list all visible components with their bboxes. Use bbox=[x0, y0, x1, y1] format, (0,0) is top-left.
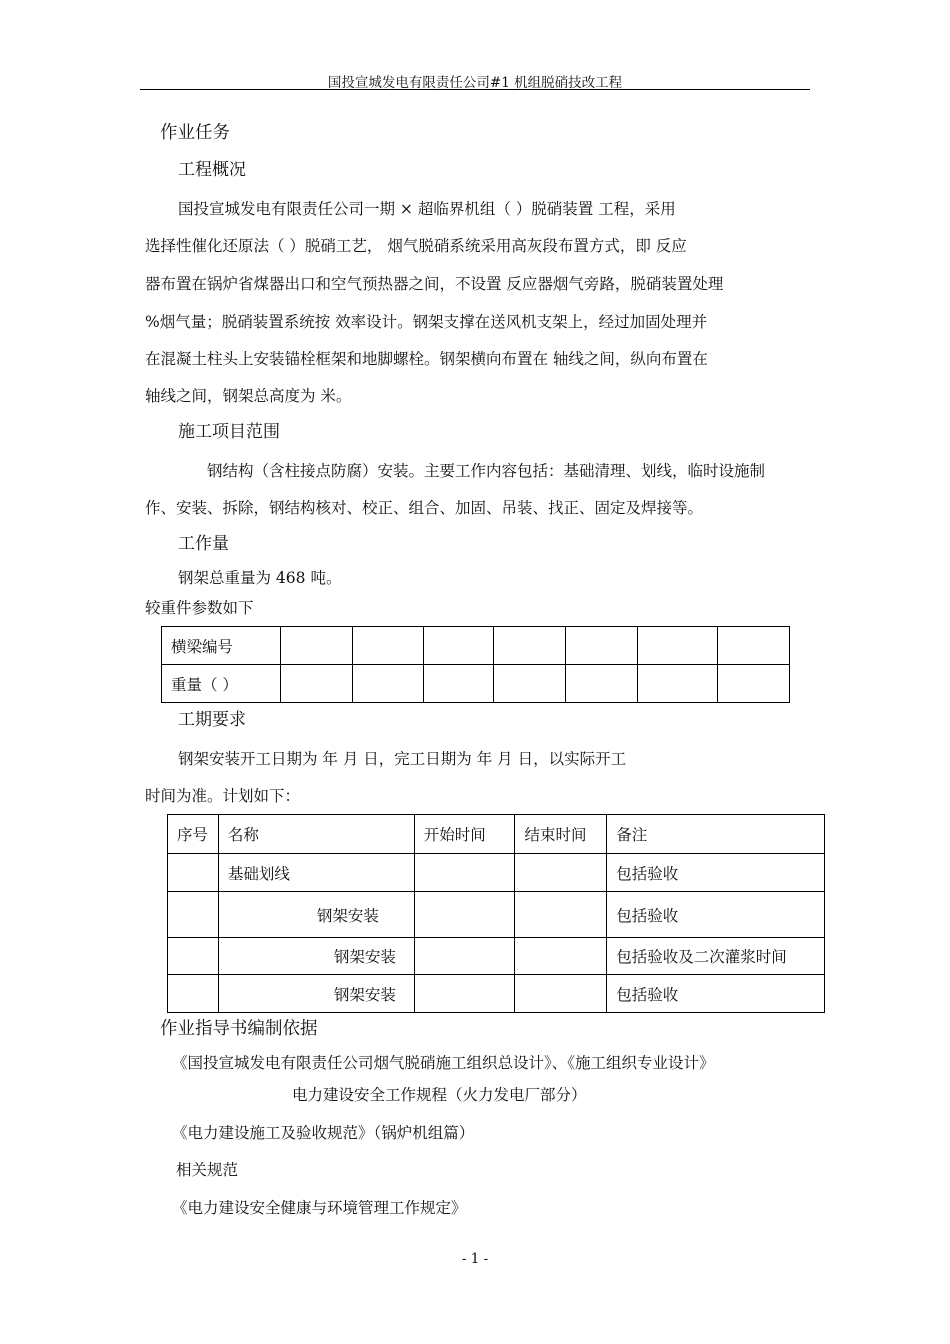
params-cell bbox=[638, 627, 718, 665]
params-cell bbox=[638, 665, 718, 703]
params-cell bbox=[352, 665, 423, 703]
task-note: 包括验收 bbox=[607, 854, 825, 892]
col-header-note: 备注 bbox=[607, 815, 825, 854]
params-cell bbox=[494, 665, 566, 703]
overview-line-5: 在混凝土柱头上安装锚栓框架和地脚螺栓。钢架横向布置在 轴线之间，纵向布置在 bbox=[145, 350, 708, 368]
overview-line-2: 选择性催化还原法（ ）脱硝工艺， 烟气脱硝系统采用高灰段布置方式，即 反应 bbox=[145, 237, 687, 255]
basis-title: 作业指导书编制依据 bbox=[160, 1019, 318, 1039]
overview-line-3: 器布置在锅炉省煤器出口和空气预热器之间，不设置 反应器烟气旁路，脱硝装置处理 bbox=[145, 275, 724, 293]
params-cell bbox=[352, 627, 423, 665]
schedule-header-row bbox=[168, 815, 825, 854]
schedule-title: 工期要求 bbox=[178, 710, 246, 730]
scope-line-1: 钢结构（含柱接点防腐）安装。主要工作内容包括：基础清理、划线，临时设施制 bbox=[207, 462, 766, 480]
params-cell bbox=[280, 665, 352, 703]
workload-text: 钢架总重量为 468 吨。 bbox=[178, 569, 342, 587]
basis-item-1: 《国投宣城发电有限责任公司烟气脱硝施工组织总设计》、《施工组织专业设计》 bbox=[172, 1054, 715, 1072]
params-title: 较重件参数如下 bbox=[145, 599, 254, 617]
col-header-name: 名称 bbox=[218, 815, 414, 854]
col-header-start: 开始时间 bbox=[414, 815, 515, 854]
params-label-beam-id: 横梁编号 bbox=[162, 627, 281, 665]
overview-title: 工程概况 bbox=[178, 160, 246, 180]
params-cell bbox=[718, 627, 790, 665]
schedule-line-2: 时间为准。计划如下： bbox=[145, 787, 301, 805]
basis-item-4: 相关规范 bbox=[176, 1161, 239, 1179]
params-cell bbox=[280, 627, 352, 665]
task-name: 钢架安装 bbox=[218, 975, 414, 1013]
scope-line-2: 作、安装、拆除，钢结构核对、校正、组合、加固、吊装、找正、固定及焊接等。 bbox=[145, 499, 704, 517]
table-row bbox=[168, 854, 825, 892]
basis-item-5: 《电力建设安全健康与环境管理工作规定》 bbox=[172, 1199, 467, 1217]
table-row bbox=[168, 892, 825, 938]
params-table bbox=[161, 626, 790, 703]
table-row bbox=[168, 938, 825, 975]
params-cell bbox=[718, 665, 790, 703]
col-header-index: 序号 bbox=[168, 815, 219, 854]
schedule-table bbox=[167, 814, 825, 1013]
params-cell bbox=[423, 665, 494, 703]
task-note: 包括验收及二次灌浆时间 bbox=[607, 938, 825, 975]
task-name: 钢架安装 bbox=[218, 892, 414, 938]
col-header-end: 结束时间 bbox=[515, 815, 607, 854]
basis-item-2: 电力建设安全工作规程（火力发电厂部分） bbox=[292, 1086, 587, 1104]
overview-line-1: 国投宣城发电有限责任公司一期 × 超临界机组（ ）脱硝装置 工程，采用 bbox=[178, 200, 676, 218]
header-rule bbox=[140, 89, 810, 90]
task-name: 基础划线 bbox=[218, 854, 414, 892]
params-cell bbox=[566, 665, 638, 703]
params-label-weight: 重量（ ） bbox=[162, 665, 281, 703]
scope-title: 施工项目范围 bbox=[178, 422, 280, 442]
params-row-beam-id bbox=[162, 627, 790, 665]
page-number: - 1 - bbox=[461, 1251, 489, 1267]
overview-line-4: %烟气量；脱硝装置系统按 效率设计。钢架支撑在送风机支架上，经过加固处理并 bbox=[145, 313, 708, 331]
task-name: 钢架安装 bbox=[218, 938, 414, 975]
table-row bbox=[168, 975, 825, 1013]
section-title-task: 作业任务 bbox=[160, 123, 230, 143]
params-cell bbox=[423, 627, 494, 665]
schedule-line-1: 钢架安装开工日期为 年 月 日，完工日期为 年 月 日，以实际开工 bbox=[178, 750, 627, 768]
task-note: 包括验收 bbox=[607, 892, 825, 938]
params-cell bbox=[494, 627, 566, 665]
task-note: 包括验收 bbox=[607, 975, 825, 1013]
overview-line-6: 轴线之间，钢架总高度为 米。 bbox=[145, 387, 352, 405]
params-row-weight bbox=[162, 665, 790, 703]
basis-item-3: 《电力建设施工及验收规范》（锅炉机组篇） bbox=[172, 1124, 475, 1142]
workload-title: 工作量 bbox=[178, 534, 229, 554]
page-header: 国投宣城发电有限责任公司#1 机组脱硝技改工程 bbox=[327, 75, 623, 91]
params-cell bbox=[566, 627, 638, 665]
